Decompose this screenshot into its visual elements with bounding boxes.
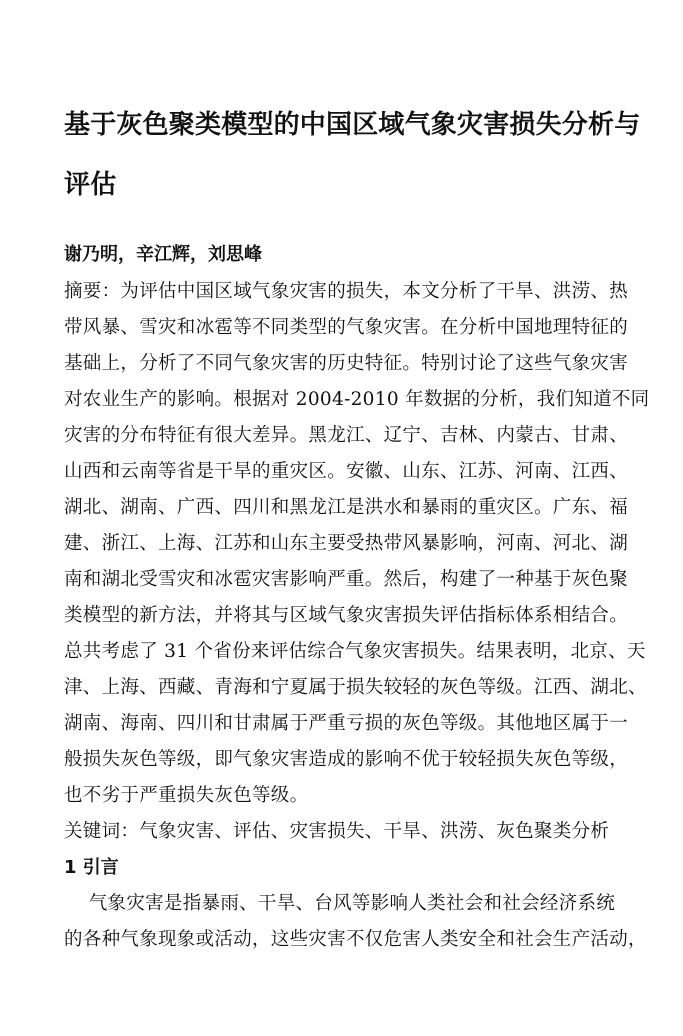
abstract-line: 山西和云南等省是干旱的重灾区。安徽、山东、江苏、河南、江西、 — [64, 461, 629, 482]
abstract-line: 般损失灰色等级，即气象灾害造成的影响不优于较轻损失灰色等级， — [64, 749, 629, 770]
intro-line: 的各种气象现象或活动，这些灾害不仅危害人类安全和社会生产活动， — [64, 929, 647, 950]
abstract-line: 灾害的分布特征有很大差异。黑龙江、辽宁、吉林、内蒙古、甘肃、 — [64, 425, 629, 446]
abstract-line: 建、浙江、上海、江苏和山东主要受热带风暴影响，河南、河北、湖 — [64, 533, 629, 554]
abstract-line: 津、上海、西藏、青海和宁夏属于损失较轻的灰色等级。江西、湖北、 — [64, 677, 647, 698]
abstract-line: 对农业生产的影响。根据对 2004-2010 年数据的分析，我们知道不同 — [64, 389, 650, 410]
section-heading: 1 引言 — [64, 857, 119, 878]
abstract-line: 带风暴、雪灾和冰雹等不同类型的气象灾害。在分析中国地理特征的 — [64, 317, 629, 338]
abstract-line: 湖北、湖南、广西、四川和黑龙江是洪水和暴雨的重灾区。广东、福 — [64, 497, 629, 518]
keywords-line: 关键词：气象灾害、评估、灾害损失、干旱、洪涝、灰色聚类分析 — [64, 821, 610, 842]
abstract-line: 类模型的新方法，并将其与区域气象灾害损失评估指标体系相结合。 — [64, 605, 629, 626]
abstract-line: 南和湖北受雪灾和冰雹灾害影响严重。然后，构建了一种基于灰色聚 — [64, 569, 629, 590]
abstract-line: 也不劣于严重损失灰色等级。 — [64, 785, 309, 806]
paper-title-line-2: 评估 — [64, 170, 117, 200]
abstract-line: 基础上，分析了不同气象灾害的历史特征。特别讨论了这些气象灾害 — [64, 353, 629, 374]
abstract-line: 湖南、海南、四川和甘肃属于严重亏损的灰色等级。其他地区属于一 — [64, 713, 629, 734]
intro-line: 气象灾害是指暴雨、干旱、台风等影响人类社会和社会经济系统 — [64, 893, 616, 914]
abstract-line: 总共考虑了 31 个省份来评估综合气象灾害损失。结果表明，北京、天 — [64, 641, 646, 662]
abstract-line: 摘要：为评估中国区域气象灾害的损失，本文分析了干旱、洪涝、热 — [64, 281, 629, 302]
paper-title-line-1: 基于灰色聚类模型的中国区域气象灾害损失分析与 — [64, 110, 641, 140]
author-list: 谢乃明，辛江辉，刘思峰 — [64, 244, 262, 265]
